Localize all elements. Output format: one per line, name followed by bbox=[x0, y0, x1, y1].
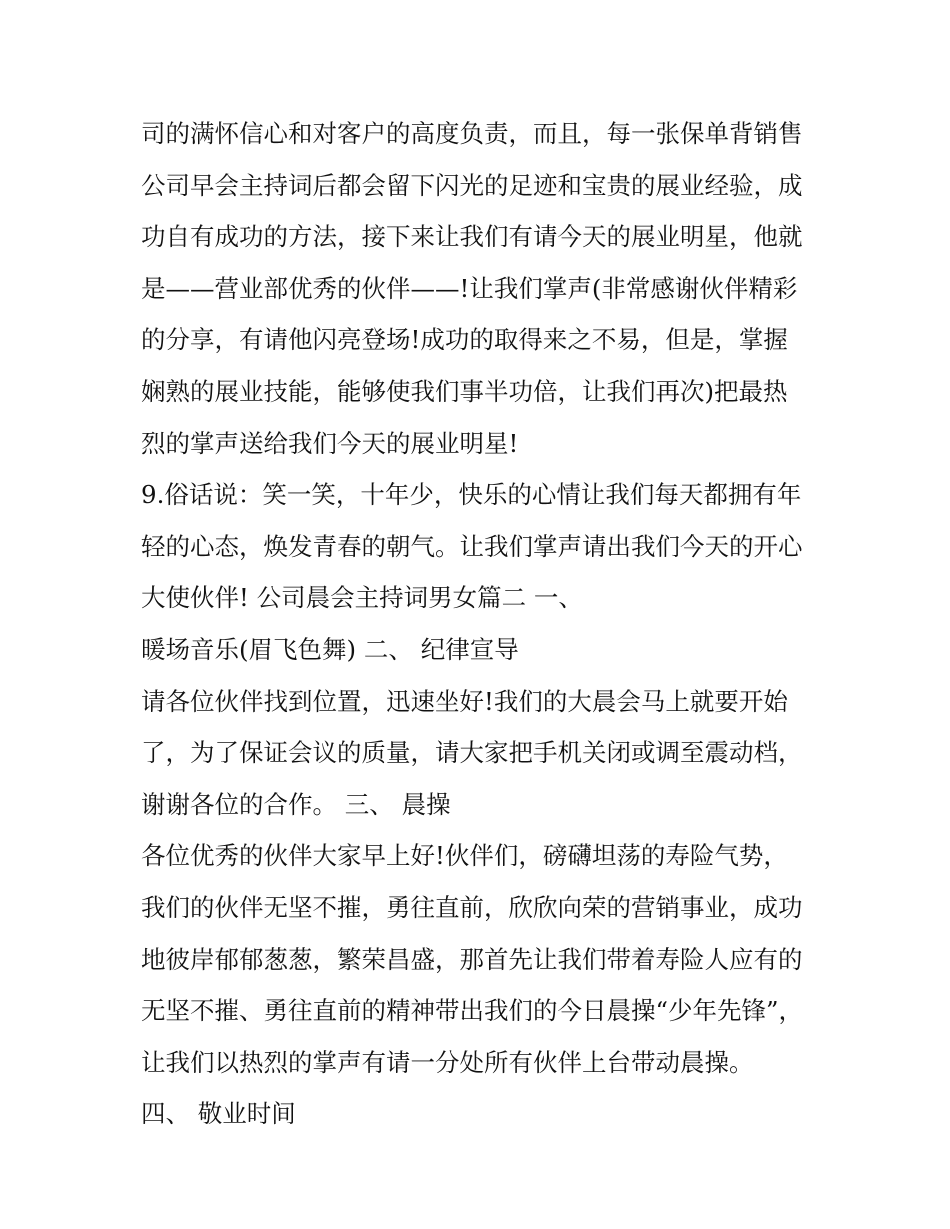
text-line: 请各位伙伴找到位置，迅速坐好!我们的大晨会马上就要开始 bbox=[141, 686, 788, 716]
section-heading-line: 谢谢各位的合作。 三、 晨操 bbox=[141, 789, 451, 819]
text-line: 无坚不摧、勇往直前的精神带出我们的今日晨操“少年先锋”， bbox=[141, 996, 804, 1026]
text-line: 了，为了保证会议的质量，请大家把手机关闭或调至震动档， bbox=[141, 738, 803, 768]
text-line: 的分享，有请他闪亮登场!成功的取得来之不易，但是，掌握 bbox=[141, 325, 788, 355]
text-line: 地彼岸郁郁葱葱，繁荣昌盛，那首先让我们带着寿险人应有的 bbox=[141, 944, 803, 974]
text-line: 各位优秀的伙伴大家早上好!伙伴们，磅礴坦荡的寿险气势， bbox=[141, 841, 788, 871]
text-line: 大使伙伴! 公司晨会主持词男女篇二 一、 bbox=[141, 583, 583, 613]
text-line: 我们的伙伴无坚不摧，勇往直前，欣欣向荣的营销事业，成功 bbox=[141, 892, 803, 922]
text-line: 功自有成功的方法，接下来让我们有请今天的展业明星，他就 bbox=[141, 222, 803, 252]
text-line: 轻的心态，焕发青春的朝气。让我们掌声请出我们今天的开心 bbox=[141, 531, 803, 561]
body-text bbox=[141, 108, 821, 1140]
text-line: 公司早会主持词后都会留下闪光的足迹和宝贵的展业经验，成 bbox=[141, 170, 803, 200]
text-line: 司的满怀信心和对客户的高度负责，而且，每一张保单背销售 bbox=[141, 119, 803, 148]
text-line: 让我们以热烈的掌声有请一分处所有伙伴上台带动晨操。 bbox=[141, 1047, 754, 1077]
text-line: 是——营业部优秀的伙伴——!让我们掌声(非常感谢伙伴精彩 bbox=[141, 273, 798, 303]
text-line: 烈的掌声送给我们今天的展业明星! bbox=[141, 428, 519, 458]
section-heading-line: 暖场音乐(眉飞色舞) 二、 纪律宣导 bbox=[141, 634, 519, 664]
section-heading-line: 四、 敬业时间 bbox=[141, 1099, 296, 1129]
text-line: 9.俗话说：笑一笑，十年少，快乐的心情让我们每天都拥有年 bbox=[141, 480, 802, 510]
text-line: 娴熟的展业技能，能够使我们事半功倍，让我们再次)把最热 bbox=[141, 376, 788, 406]
